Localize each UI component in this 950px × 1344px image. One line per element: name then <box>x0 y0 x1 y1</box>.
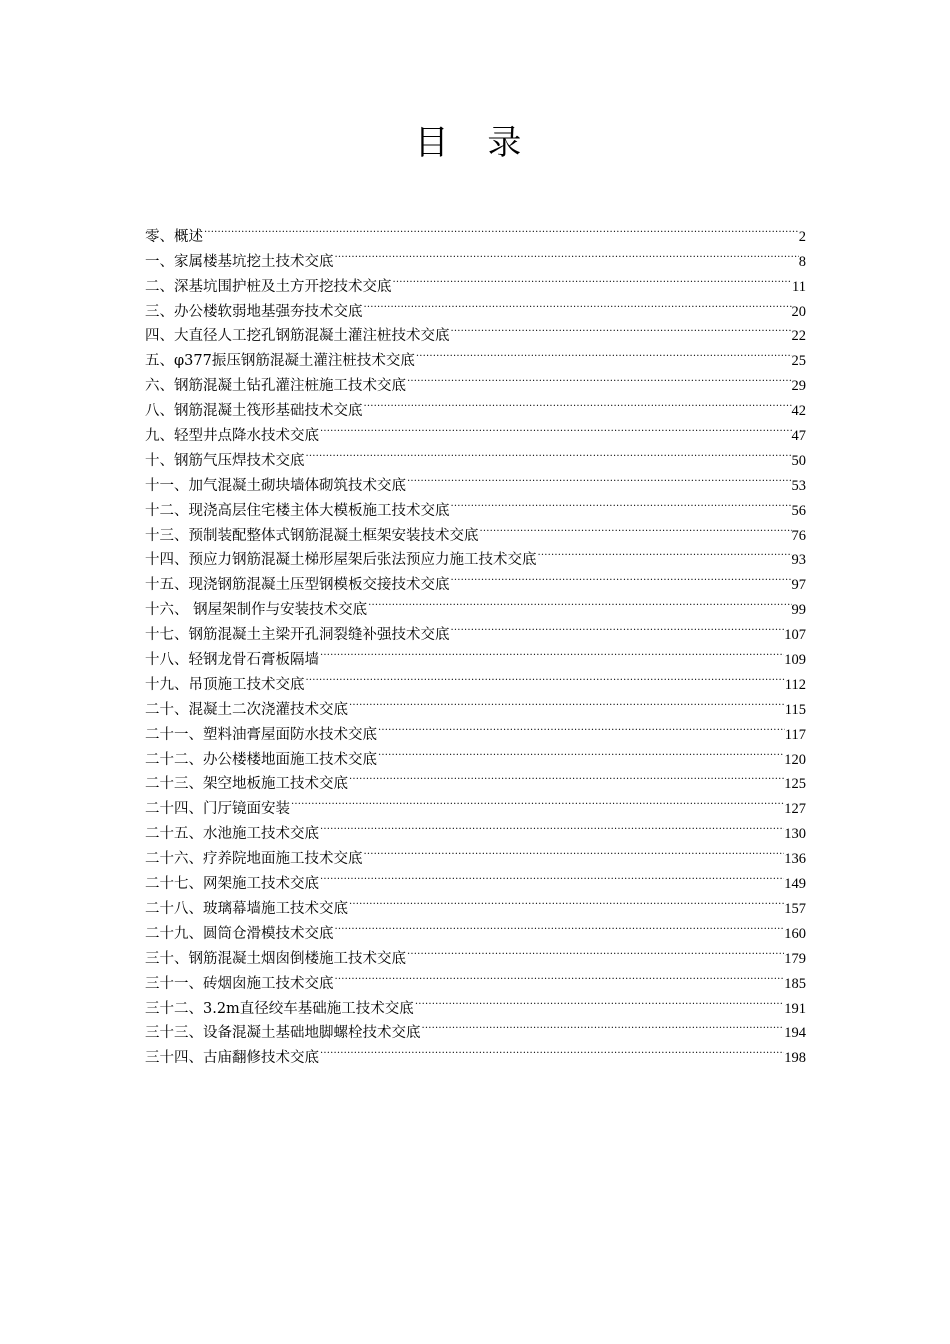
table-of-contents <box>145 216 806 1067</box>
toc-entry-page-number: 53 <box>791 477 806 494</box>
toc-entry-page-number: 130 <box>784 826 806 843</box>
toc-dot-leader <box>203 216 799 241</box>
toc-entry-label: 十五、现浇钢筋混凝土压型钢模板交接技术交底 <box>145 577 450 594</box>
toc-entry-label: 十六、 钢屋架制作与安装技术交底 <box>145 602 368 619</box>
toc-dot-leader <box>406 365 792 390</box>
toc-dot-leader <box>450 316 792 341</box>
toc-dot-leader <box>363 390 792 415</box>
toc-entry[interactable] <box>145 216 806 245</box>
toc-entry-page-number: 11 <box>792 278 806 295</box>
toc-dot-leader <box>319 863 784 888</box>
toc-entry-page-number: 42 <box>791 403 806 420</box>
toc-entry-label: 二十二、办公楼楼地面施工技术交底 <box>145 751 377 768</box>
toc-dot-leader <box>363 838 785 863</box>
toc-entry-page-number: 8 <box>798 253 806 270</box>
toc-dot-leader <box>450 490 792 515</box>
toc-entry-page-number: 194 <box>784 1025 806 1042</box>
toc-dot-leader <box>334 963 785 988</box>
toc-entry-page-number: 191 <box>784 1000 806 1017</box>
toc-dot-leader <box>377 714 785 739</box>
toc-dot-leader <box>421 1013 785 1038</box>
toc-entry-label: 零、概述 <box>145 228 203 245</box>
toc-dot-leader <box>305 664 785 689</box>
toc-entry-page-number: 112 <box>784 676 806 693</box>
toc-dot-leader <box>334 913 785 938</box>
toc-entry-label: 十九、吊顶施工技术交底 <box>145 676 305 693</box>
toc-entry-page-number: 117 <box>784 726 806 743</box>
toc-entry-page-number: 76 <box>791 527 806 544</box>
toc-entry-page-number: 160 <box>784 925 806 942</box>
toc-entry-label: 一、家属楼基坑挖土技术交底 <box>145 253 334 270</box>
toc-entry-page-number: 149 <box>784 876 806 893</box>
toc-entry-label: 二十九、圆筒仓滑模技术交底 <box>145 925 334 942</box>
toc-entry-label: 十三、预制装配整体式钢筋混凝土框架安装技术交底 <box>145 527 479 544</box>
toc-entry-page-number: 125 <box>784 776 806 793</box>
toc-dot-leader <box>363 291 792 316</box>
toc-entry-page-number: 136 <box>784 851 806 868</box>
toc-entry-label: 十七、钢筋混凝土主梁开孔洞裂缝补强技术交底 <box>145 627 450 644</box>
toc-dot-leader <box>290 788 784 813</box>
toc-dot-leader <box>392 266 793 291</box>
toc-entry-label: 二十八、玻璃幕墙施工技术交底 <box>145 900 348 917</box>
toc-entry-label: 二十一、塑料油膏屋面防水技术交底 <box>145 726 377 743</box>
toc-dot-leader <box>450 564 792 589</box>
toc-dot-leader <box>348 888 784 913</box>
toc-dot-leader <box>319 1037 784 1062</box>
toc-entry-label: 三十二、3.2m直径绞车基础施工技术交底 <box>145 1000 414 1017</box>
toc-entry-page-number: 198 <box>784 1050 806 1067</box>
toc-dot-leader <box>348 689 785 714</box>
toc-entry-page-number: 127 <box>784 801 806 818</box>
toc-dot-leader <box>450 614 785 639</box>
toc-entry-label: 二十六、疗养院地面施工技术交底 <box>145 851 363 868</box>
toc-entry-label: 三十三、设备混凝土基础地脚螺栓技术交底 <box>145 1025 421 1042</box>
toc-dot-leader <box>479 515 792 540</box>
toc-dot-leader <box>415 340 792 365</box>
toc-entry-page-number: 93 <box>791 552 806 569</box>
toc-entry-label: 二十、混凝土二次浇灌技术交底 <box>145 701 348 718</box>
toc-entry[interactable] <box>145 241 806 270</box>
toc-entry-page-number: 47 <box>791 428 806 445</box>
toc-entry-page-number: 99 <box>791 602 806 619</box>
toc-entry-label: 二十四、门厅镜面安装 <box>145 801 290 818</box>
toc-entry-label: 十一、加气混凝土砌块墙体砌筑技术交底 <box>145 477 406 494</box>
toc-dot-leader <box>406 938 784 963</box>
page-title: 目 录 <box>414 123 536 163</box>
toc-entry-label: 五、φ377振压钢筋混凝土灌注桩技术交底 <box>145 353 415 370</box>
toc-dot-leader <box>348 764 784 789</box>
toc-entry-label: 十二、现浇高层住宅楼主体大模板施工技术交底 <box>145 502 450 519</box>
toc-dot-leader <box>319 813 784 838</box>
toc-entry-label: 三十四、古庙翻修技术交底 <box>145 1050 319 1067</box>
toc-entry-label: 二十三、架空地板施工技术交底 <box>145 776 348 793</box>
toc-entry-page-number: 109 <box>784 652 806 669</box>
toc-entry-label: 三十一、砖烟囱施工技术交底 <box>145 975 334 992</box>
toc-dot-leader <box>367 589 791 614</box>
toc-dot-leader <box>319 639 784 664</box>
toc-entry-label: 九、轻型井点降水技术交底 <box>145 428 319 445</box>
toc-entry-page-number: 185 <box>784 975 806 992</box>
toc-entry-label: 二十七、网架施工技术交底 <box>145 876 319 893</box>
toc-dot-leader <box>319 415 792 440</box>
toc-dot-leader <box>334 241 799 266</box>
toc-entry-label: 十、钢筋气压焊技术交底 <box>145 452 305 469</box>
toc-dot-leader <box>377 739 784 764</box>
toc-entry-page-number: 29 <box>791 378 806 395</box>
toc-entry-page-number: 50 <box>791 452 806 469</box>
toc-entry-label: 六、钢筋混凝土钻孔灌注桩施工技术交底 <box>145 378 406 395</box>
toc-entry-page-number: 179 <box>784 950 806 967</box>
toc-dot-leader <box>305 440 792 465</box>
toc-entry-page-number: 157 <box>784 900 806 917</box>
toc-entry-label: 四、大直径人工挖孔钢筋混凝土灌注桩技术交底 <box>145 328 450 345</box>
toc-entry-label: 十四、预应力钢筋混凝土梯形屋架后张法预应力施工技术交底 <box>145 552 537 569</box>
toc-entry-page-number: 97 <box>791 577 806 594</box>
toc-entry-page-number: 56 <box>791 502 806 519</box>
toc-entry-page-number: 115 <box>784 701 806 718</box>
toc-entry-label: 二、深基坑围护桩及土方开挖技术交底 <box>145 278 392 295</box>
toc-entry-page-number: 107 <box>784 627 806 644</box>
toc-entry-page-number: 20 <box>791 303 806 320</box>
toc-dot-leader <box>406 465 792 490</box>
toc-entry-page-number: 2 <box>798 228 806 245</box>
toc-entry-label: 十八、轻钢龙骨石膏板隔墙 <box>145 652 319 669</box>
toc-entry-label: 八、钢筋混凝土筏形基础技术交底 <box>145 403 363 420</box>
toc-dot-leader <box>537 540 792 565</box>
toc-dot-leader <box>414 988 784 1013</box>
toc-entry-label: 三、办公楼软弱地基强夯技术交底 <box>145 303 363 320</box>
toc-entry-label: 二十五、水池施工技术交底 <box>145 826 319 843</box>
toc-entry-label: 三十、钢筋混凝土烟囱倒楼施工技术交底 <box>145 950 406 967</box>
toc-entry-page-number: 22 <box>791 328 806 345</box>
toc-entry-page-number: 120 <box>784 751 806 768</box>
toc-entry-page-number: 25 <box>791 353 806 370</box>
